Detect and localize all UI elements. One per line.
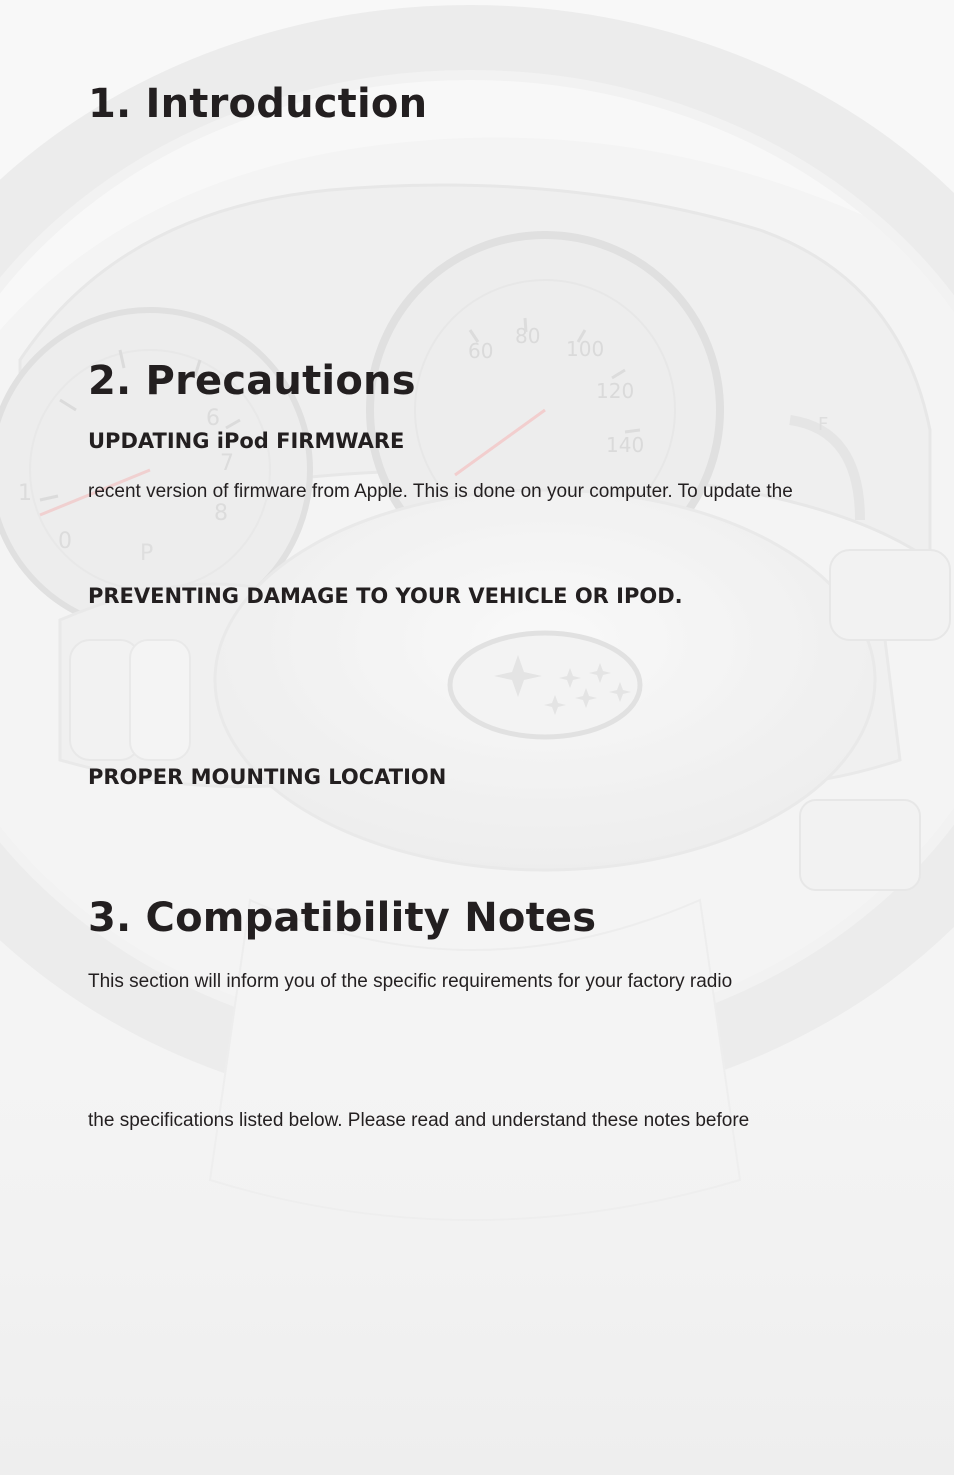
mounting-location-subheading: PROPER MOUNTING LOCATION <box>88 765 447 789</box>
precautions-heading: 2. Precautions <box>88 358 416 404</box>
compatibility-text-2: the specifications listed below. Please read and understand these notes before <box>88 1110 750 1131</box>
compatibility-text-1: This section will inform you of the specific requirements for your factory radio <box>88 971 733 992</box>
updating-firmware-text: recent version of firmware from Apple. This is done on your computer. To update the <box>88 481 793 502</box>
introduction-heading: 1. Introduction <box>88 81 428 127</box>
preventing-damage-subheading: PREVENTING DAMAGE TO YOUR VEHICLE OR IPOD. <box>88 584 683 608</box>
compatibility-heading: 3. Compatibility Notes <box>88 895 597 941</box>
updating-firmware-subheading: UPDATING iPod FIRMWARE <box>88 429 405 453</box>
